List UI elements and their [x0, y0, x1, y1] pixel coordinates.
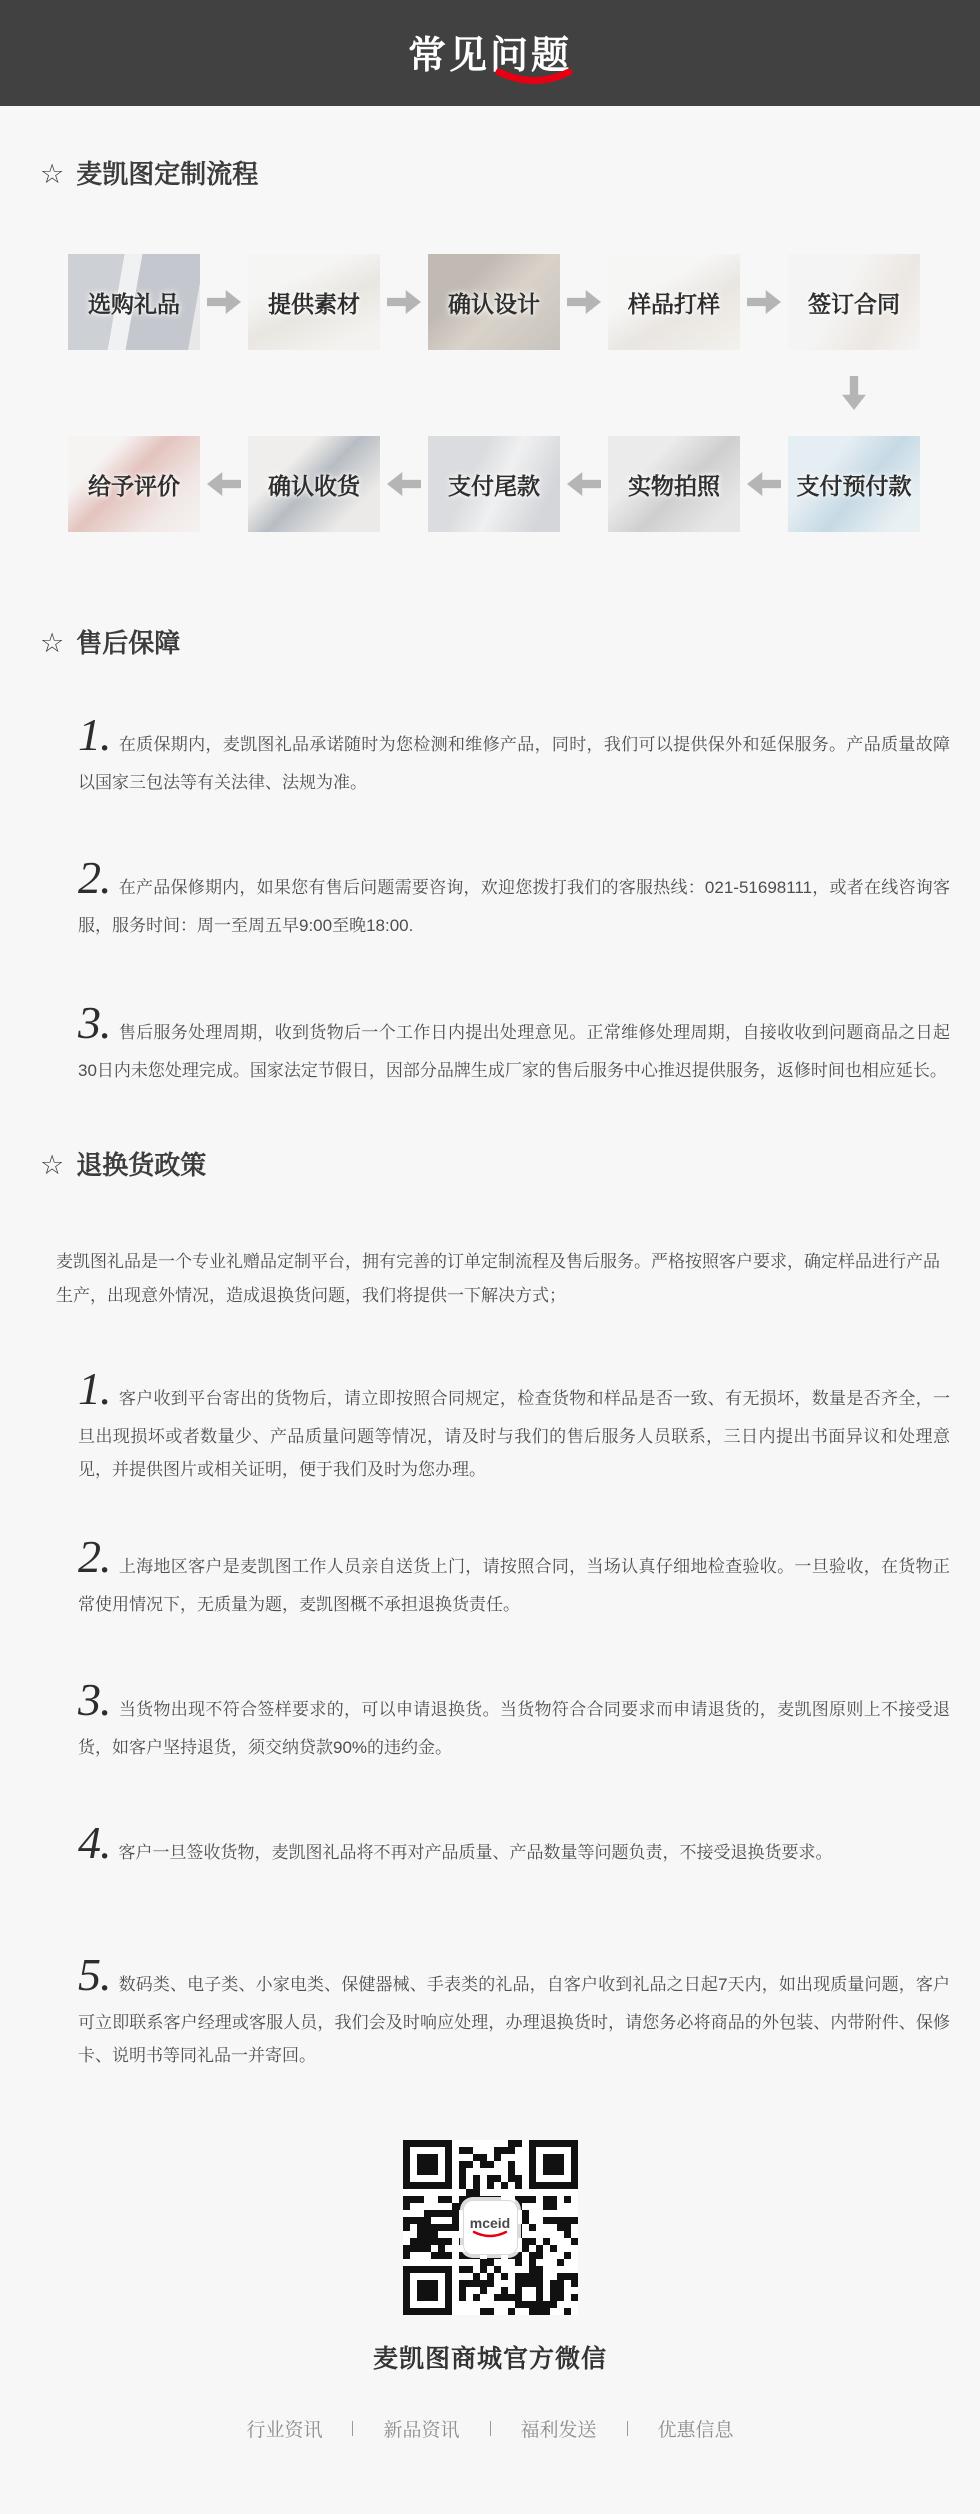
divider	[352, 2421, 353, 2436]
aftersale-item-3	[78, 992, 950, 1087]
step-label: 确认设计	[448, 290, 540, 317]
arrow-right-icon	[747, 289, 781, 315]
aftersale-item-2	[78, 847, 950, 942]
step-label: 样品打样	[628, 290, 720, 317]
brand-logo-text: mceid	[469, 2215, 511, 2231]
item-text: 上海地区客户是麦凯图工作人员亲自送货上门，请按照合同，当场认真仔细地检查验收。一旦验收，在货物正常使用情况下，无质量为题，麦凯图概不承担退换货责任。	[78, 1557, 950, 1614]
process-flow-diagram	[68, 254, 940, 532]
divider	[627, 2421, 628, 2436]
arrow-left-icon	[747, 471, 781, 497]
item-text: 当货物出现不符合签样要求的，可以申请退换货。当货物符合合同要求而申请退货的，麦凯图原则上不接受退货，如客户坚持退货，须交纳贷款90%的违约金。	[78, 1700, 950, 1757]
item-number: 1.	[78, 709, 111, 760]
arrow-right-icon	[207, 289, 241, 315]
flow-step-product-photo	[608, 436, 740, 532]
section-title-text: 退换货政策	[76, 1150, 207, 1180]
flow-step-pay-balance	[428, 436, 560, 532]
arrow-right-icon	[567, 289, 601, 315]
step-label: 选购礼品	[88, 290, 180, 317]
returns-item-5	[78, 1944, 950, 2072]
divider	[490, 2421, 491, 2436]
step-label: 确认收货	[268, 472, 360, 499]
page-title: 常见问题	[407, 35, 572, 77]
item-number: 2.	[78, 1531, 111, 1582]
arrow-left-icon	[567, 471, 601, 497]
flow-step-confirm-design	[428, 254, 560, 350]
qr-code	[403, 2140, 578, 2315]
flow-step-pay-deposit	[788, 436, 920, 532]
section-title-text: 售后保障	[76, 628, 181, 658]
flow-step-sample-proof	[608, 254, 740, 350]
arrow-down-icon	[841, 376, 867, 410]
item-text: 在产品保修期内，如果您有售后问题需要咨询，欢迎您拨打我们的客服热线：021-51698111，或者在线咨询客服，服务时间：周一至周五早9:00至晚18:00.	[78, 878, 950, 935]
flow-step-sign-contract	[788, 254, 920, 350]
returns-item-2	[78, 1526, 950, 1621]
section-title-text: 麦凯图定制流程	[76, 159, 259, 189]
section-title-process	[40, 158, 940, 190]
star-icon: ☆	[40, 1150, 65, 1180]
item-number: 1.	[78, 1363, 111, 1414]
flow-step-give-review	[68, 436, 200, 532]
returns-item-3	[78, 1669, 950, 1764]
step-label: 实物拍照	[628, 472, 720, 499]
item-text: 售后服务处理周期，收到货物后一个工作日内提出处理意见。正常维修处理周期，自接收收到问题商品之日起30日内未您处理完成。国家法定节假日，因部分品牌生成厂家的售后服务中心推迟提供服务，返修时间也相应延长。	[78, 1023, 950, 1080]
footer-link-promotions[interactable]: 优惠信息	[657, 2420, 734, 2441]
flow-step-select-gift	[68, 254, 200, 350]
aftersale-item-1	[78, 704, 950, 799]
step-label: 签订合同	[808, 290, 900, 317]
item-text: 客户一旦签收货物，麦凯图礼品将不再对产品质量、产品数量等问题负责，不接受退换货要求。	[118, 1843, 833, 1862]
footer-link-new-products[interactable]: 新品资讯	[383, 2420, 460, 2441]
logo-swoosh-icon	[471, 2230, 509, 2239]
returns-item-1	[78, 1358, 950, 1486]
item-text: 数码类、电子类、小家电类、保健器械、手表类的礼品，自客户收到礼品之日起7天内，如出现质量问题，客户可立即联系客户经理或客服人员，我们会及时响应处理，办理退换货时，请您务必将商品的外包装、内带附件、保修卡、说明书等同礼品一并寄回。	[78, 1975, 950, 2065]
footer-link-benefits[interactable]: 福利发送	[520, 2420, 597, 2441]
section-title-aftersale	[40, 627, 940, 659]
footer-link-industry-news[interactable]: 行业资讯	[246, 2420, 323, 2441]
item-number: 3.	[78, 997, 111, 1048]
step-label: 给予评价	[88, 472, 180, 499]
step-label: 提供素材	[268, 290, 360, 317]
footer-nav	[40, 2415, 940, 2442]
arrow-left-icon	[387, 471, 421, 497]
star-icon: ☆	[40, 628, 65, 658]
item-number: 4.	[78, 1817, 111, 1868]
item-number: 3.	[78, 1674, 111, 1725]
page-header	[0, 0, 980, 106]
smile-icon	[494, 69, 574, 87]
item-text: 在质保期内，麦凯图礼品承诺随时为您检测和维修产品，同时，我们可以提供保外和延保服务。产品质量故障以国家三包法等有关法律、法规为准。	[78, 735, 950, 792]
returns-item-4	[78, 1812, 950, 1874]
qr-caption: 麦凯图商城官方微信	[372, 2345, 607, 2373]
arrow-right-icon	[387, 289, 421, 315]
item-number: 2.	[78, 852, 111, 903]
flow-step-confirm-receipt	[248, 436, 380, 532]
star-icon: ☆	[40, 159, 65, 189]
section-title-returns	[40, 1149, 940, 1181]
flow-step-provide-material	[248, 254, 380, 350]
step-label: 支付尾款	[448, 472, 540, 499]
item-text: 客户收到平台寄出的货物后，请立即按照合同规定，检查货物和样品是否一致、有无损坏，数量是否齐全，一旦出现损坏或者数量少、产品质量问题等情况，请及时与我们的售后服务人员联系，三日内提出书面异议和处理意见，并提供图片或相关证明，便于我们及时为您办理。	[78, 1389, 950, 1479]
wechat-qr-block	[40, 2140, 940, 2375]
arrow-left-icon	[207, 471, 241, 497]
step-label: 支付预付款	[796, 472, 912, 499]
item-number: 5.	[78, 1949, 111, 2000]
returns-intro: 麦凯图礼品是一个专业礼赠品定制平台，拥有完善的订单定制流程及售后服务。严格按照客户要求，确定样品进行产品生产，出现意外情况，造成退换货问题，我们将提供一下解决方式；	[56, 1252, 940, 1305]
brand-logo	[463, 2200, 518, 2255]
